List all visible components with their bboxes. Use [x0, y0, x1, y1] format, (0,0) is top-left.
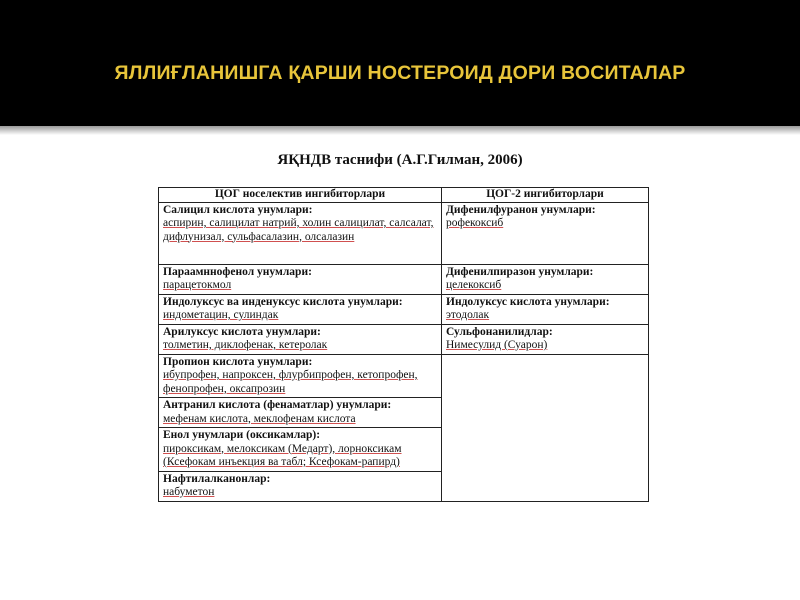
title-banner: [0, 0, 800, 126]
group-heading: Параамннофенол унумлари:: [163, 265, 312, 278]
cell-paraaminophenol: [159, 264, 442, 294]
group-heading: Салицил кислота унумлари:: [163, 203, 313, 216]
table-row: [159, 264, 649, 294]
group-heading: Дифенилфуранон унумлари:: [446, 203, 596, 216]
column-header-nonselective: ЦОГ носелектив ингибиторлари: [159, 188, 442, 203]
table-row: [159, 324, 649, 354]
group-drugs: целекоксиб: [446, 279, 502, 291]
group-heading: Индолуксус кислота унумлари:: [446, 295, 610, 308]
table-row: [159, 354, 649, 398]
cell-empty: [442, 354, 649, 501]
group-drugs: индометацин, сулиндак: [163, 309, 279, 321]
group-heading: Арилуксус кислота унумлари:: [163, 325, 321, 338]
group-heading: Дифенилпиразон унумлари:: [446, 265, 594, 278]
group-drugs: пироксикам, мелоксикам (Медарт), лорноксикам (Ксефокам инъекция ва табл; Ксефокам-рапирд): [163, 442, 402, 468]
group-drugs: Нимесулид (Суарон): [446, 339, 548, 351]
cell-indoleacetic: [159, 294, 442, 324]
cell-enolic: [159, 428, 442, 472]
cell-naphthylalkanones: [159, 471, 442, 501]
group-heading: Енол унумлари (оксикамлар):: [163, 429, 321, 441]
column-header-cox2: ЦОГ-2 ингибиторлари: [442, 188, 649, 203]
cell-propionic: [159, 354, 442, 398]
cell-salicylic: [159, 202, 442, 264]
cell-sulfonanilides: [442, 324, 649, 354]
group-drugs: парацетокмол: [163, 279, 232, 291]
group-drugs: этодолак: [446, 309, 490, 321]
document-title: ЯҚНДВ таснифи (А.Г.Гилман, 2006): [277, 152, 523, 168]
table-row: [159, 294, 649, 324]
group-heading: Нафтилалканонлар:: [163, 472, 271, 485]
cell-indoleacetic-cox2: [442, 294, 649, 324]
cell-diphenylpyrazone: [442, 264, 649, 294]
group-drugs: мефенам кислота, меклофенам кислота: [163, 412, 356, 425]
table-header-row: [159, 188, 649, 203]
group-heading: Сульфонанилидлар:: [446, 325, 553, 338]
group-heading: Антранил кислота (фенаматлар) унумлари:: [163, 399, 392, 411]
group-heading: Пропион кислота унумлари:: [163, 355, 313, 368]
group-drugs: аспирин, салицилат натрий, холин салицилат, салсалат, дифлунизал, сульфасалазин, олсалазин: [163, 217, 434, 243]
cell-diphenylfuranone: [442, 202, 649, 264]
group-drugs: толметин, диклофенак, кетеролак: [163, 339, 328, 351]
table-row: [159, 202, 649, 264]
slide-title: ЯЛЛИҒЛАНИШГА ҚАРШИ НОСТЕРОИД ДОРИ ВОСИТАЛАР: [114, 62, 686, 84]
cell-anthranilic: [159, 398, 442, 428]
classification-table: [158, 187, 649, 502]
cell-arylacetic: [159, 324, 442, 354]
group-drugs: рофекоксиб: [446, 217, 504, 229]
group-drugs: ибупрофен, напроксен, флурбипрофен, кетопрофен, фенопрофен, оксапрозин: [163, 369, 418, 395]
group-heading: Индолуксус ва инденуксус кислота унумлари:: [163, 295, 403, 308]
group-drugs: набуметон: [163, 486, 215, 498]
banner-shadow: [0, 126, 800, 135]
